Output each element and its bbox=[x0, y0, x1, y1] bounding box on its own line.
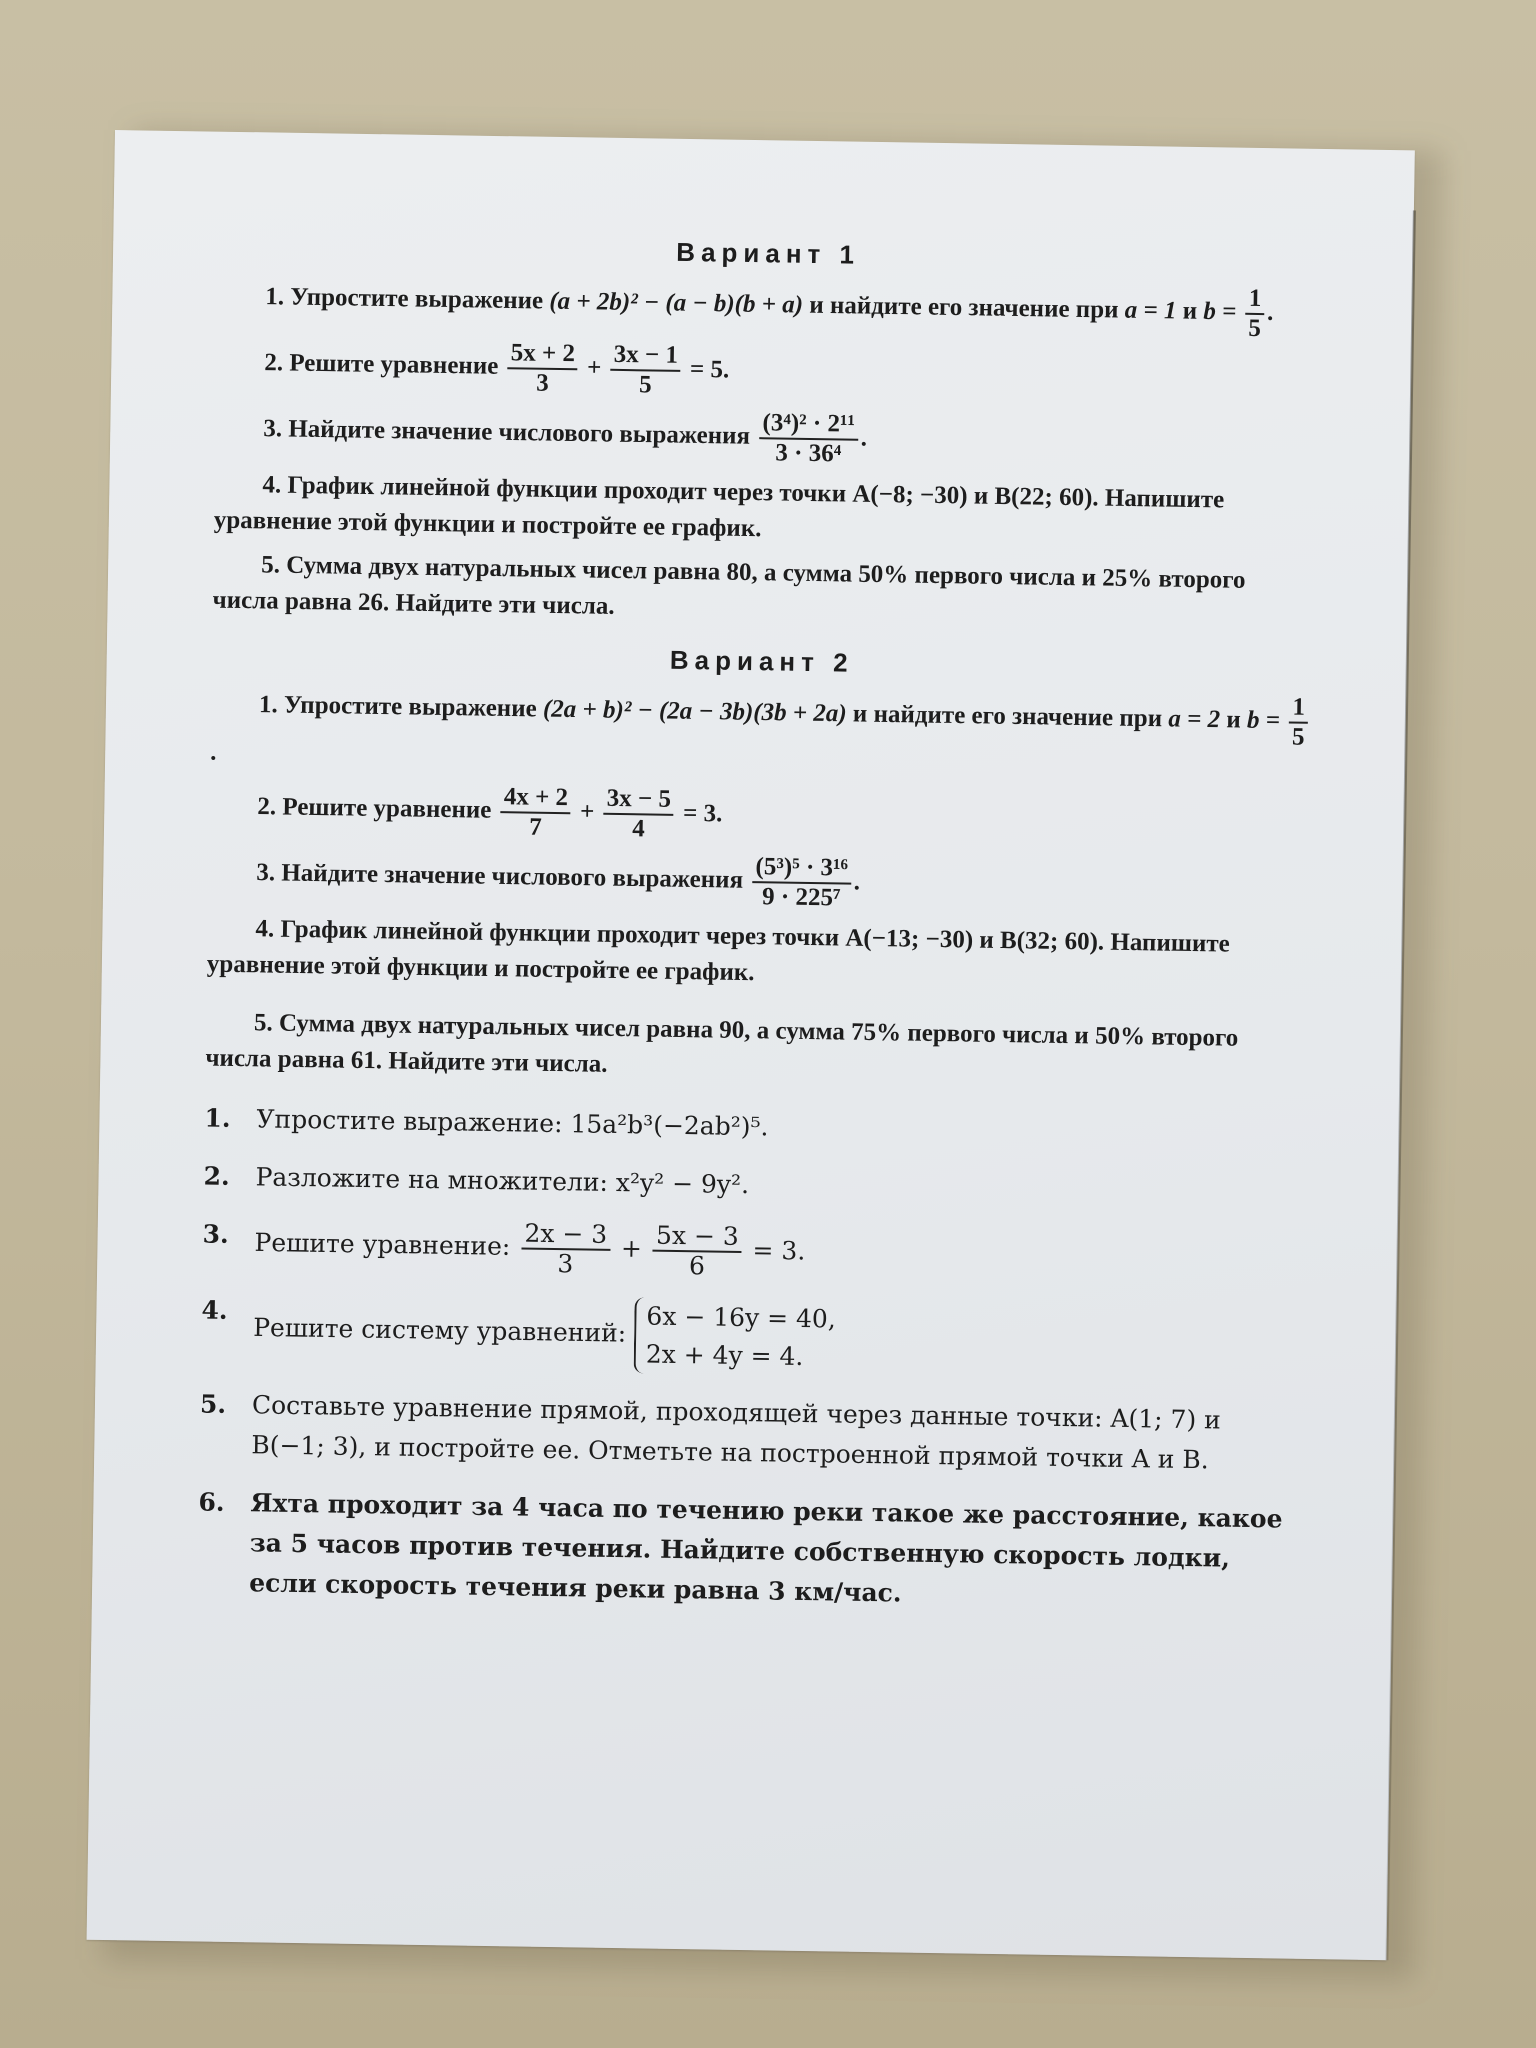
v2-task-4: 4. График линейной функции проходит через точки A(−13; −30) и B(32; 60). Напишите уравнение этой функции и постройте ее график. bbox=[206, 915, 1230, 987]
s3-task-2: 2. Разложите на множители: x²y² − 9y². bbox=[203, 1161, 750, 1200]
variant-2-title: Вариант 2 bbox=[669, 644, 854, 678]
v2-task-1-fraction: $\frac{1}{5}$ bbox=[1289, 694, 1308, 752]
s3-task-3-fraction-2: $\frac{5x - 3}{6}$ bbox=[652, 1222, 742, 1281]
worksheet-paper bbox=[87, 130, 1415, 1960]
v1-task-3-fraction: $\frac{\text{(3⁴)² · 2¹¹}}{\text{3 · 36⁴}}$ bbox=[759, 409, 858, 469]
third-section bbox=[197, 1099, 1305, 1620]
worksheet-content bbox=[197, 227, 1319, 1638]
v1-task-2-fraction-1: $\frac{5x + 2}{3}$ bbox=[507, 339, 578, 398]
s3-task-3: 3. Решите уравнение: $\frac{2x - 3}{3}$ + $\frac{5x - 3}{6}$ = 3. bbox=[202, 1218, 806, 1281]
v2-task-2: 2. Решите уравнение $\frac{4x + 2}{7}$ + $\frac{3x - 5}{4}$ = 3. bbox=[257, 783, 723, 843]
v1-task-2-fraction-2: $\frac{3x - 1}{5}$ bbox=[610, 341, 681, 400]
v2-task-3: 3. Найдите значение числового выражения $\frac{\text{(5³)⁵ · 3¹⁶}}{\text{9 · 225⁷}}$ . bbox=[256, 853, 861, 912]
variant-1-title: Вариант 1 bbox=[676, 236, 861, 270]
v1-task-5: 5. Сумма двух натуральных чисел равна 80, а сумма 50% первого числа и 25% второго числа равна 26. Найдите эти числа. bbox=[212, 551, 1246, 620]
v1-task-1: 1. Упростите выражение (a + 2b)² − (a − b)(b + a) и найдите его значение при a = 1 и b = $\frac{1}{5}$ . bbox=[265, 283, 1274, 343]
v2-task-2-fraction-2: $\frac{3x - 5}{4}$ bbox=[603, 785, 674, 844]
v2-task-2-fraction-1: $\frac{4x + 2}{7}$ bbox=[500, 783, 571, 842]
v2-task-1: 1. Упростите выражение (2a + b)² − (2a − 3b)(3b + 2a) и найдите его значение при a = 2 и b = $\frac{1}{5}$ . bbox=[210, 677, 1311, 788]
s3-task-4: 4. Решите систему уравнений: 6x − 16y = 40, 2x + 4y = 4. bbox=[201, 1291, 1302, 1384]
v2-task-5: 5. Сумма двух натуральных чисел равна 90, а сумма 75% первого числа и 50% второго числа равна 61. Найдите эти числа. bbox=[205, 1009, 1239, 1078]
v1-task-4: 4. График линейной функции проходит через точки A(−8; −30) и B(22; 60). Напишите уравнение этой функции и постройте ее график. bbox=[213, 471, 1225, 543]
v1-task-3: 3. Найдите значение числового выражения $\frac{\text{(3⁴)² · 2¹¹}}{\text{3 · 36⁴}}$ . bbox=[263, 409, 868, 468]
v1-task-2: 2. Решите уравнение $\frac{5x + 2}{3}$ + $\frac{3x - 1}{5}$ = 5. bbox=[264, 339, 730, 399]
s3-task-4-system: 6x − 16y = 40, 2x + 4y = 4. bbox=[634, 1297, 837, 1376]
v2-task-3-fraction: $\frac{\text{(5³)⁵ · 3¹⁶}}{\text{9 · 225⁷}}$ bbox=[752, 853, 851, 913]
s3-task-3-fraction-1: $\frac{2x - 3}{3}$ bbox=[521, 1220, 611, 1279]
s3-task-6: 6. Яхта проходит за 4 часа по течению реки такое же расстояние, какое за 5 часов против течения. Найдите собственную скорость лодки, если скорость течения реки равна 3 км/час. bbox=[198, 1487, 1283, 1608]
s3-task-5: 5. Составьте уравнение прямой, проходящей через данные точки: A(1; 7) и B(−1; 3), и постройте ее. Отметьте на построенной прямой точки A и B. bbox=[199, 1389, 1222, 1475]
s3-task-1: 1. Упростите выражение: 15a²b³(−2ab²)⁵. bbox=[204, 1103, 769, 1142]
v1-task-1-fraction: $\frac{1}{5}$ bbox=[1245, 285, 1264, 343]
